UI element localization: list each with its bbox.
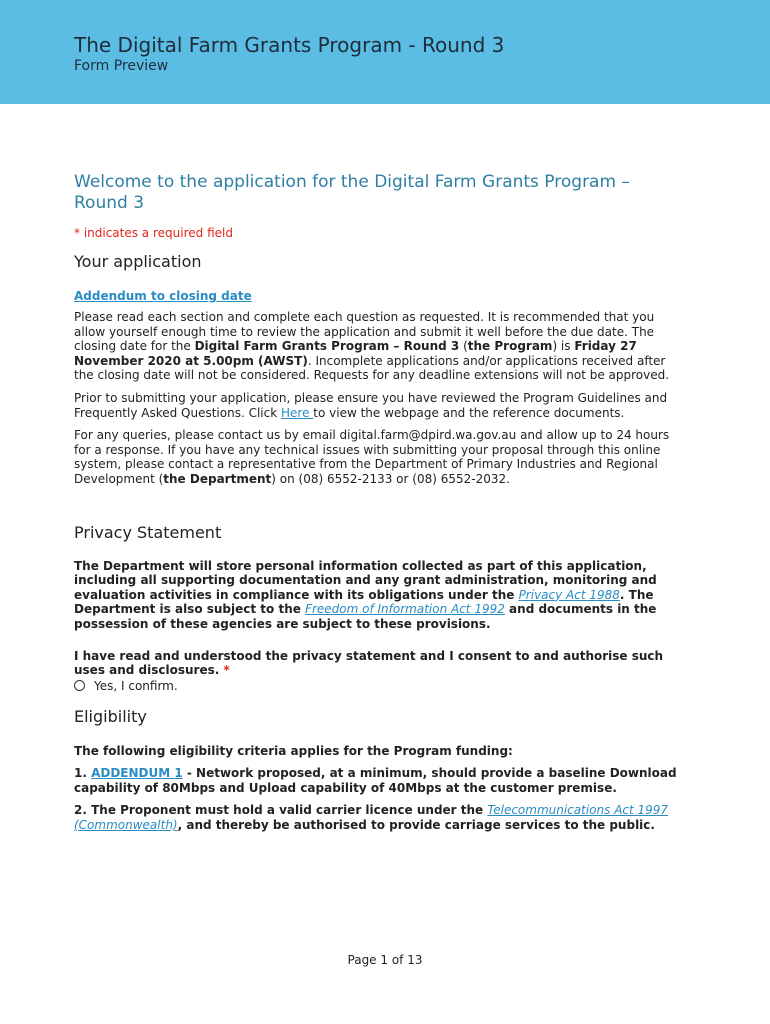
form-subtitle: Form Preview bbox=[74, 58, 169, 74]
eligibility-criterion-1: 1. ADDENDUM 1 - Network proposed, at a minimum, should provide a baseline Download capability of 80Mbps and Upload capability of 40Mbps at the customer premise. bbox=[74, 766, 677, 795]
foi-act-link[interactable]: Freedom of Information Act 1992 bbox=[305, 602, 505, 617]
eligibility-heading: Eligibility bbox=[74, 706, 147, 726]
confirm-option[interactable] bbox=[74, 679, 682, 693]
privacy-statement-heading: Privacy Statement bbox=[74, 522, 222, 542]
contact-paragraph: For any queries, please contact us by email digital.farm@dpird.wa.gov.au and allow up to 24 hours for a response. If you have any technical issues with submitting your proposal through this online system, please contact a representative from the Department of Primary Industries and Regional Development (the Department) on (08) 6552-2133 or (08) 6552-2032. bbox=[74, 428, 670, 486]
eligibility-intro: The following eligibility criteria applies for the Program funding: bbox=[74, 743, 513, 758]
your-application-heading: Your application bbox=[74, 252, 202, 271]
page-number: Page 1 of 13 bbox=[347, 953, 423, 967]
guidelines-paragraph: Prior to submitting your application, please ensure you have reviewed the Program Guidelines and Frequently Asked Questions. Click Here to view the webpage and the reference documents. bbox=[74, 390, 668, 420]
addendum-1-link[interactable]: ADDENDUM 1 bbox=[91, 766, 183, 781]
form-content bbox=[74, 172, 682, 841]
form-title: The Digital Farm Grants Program - Round 3 bbox=[74, 33, 505, 57]
confirm-option-label: Yes, I confirm. bbox=[94, 678, 178, 693]
telecommunications-act-link[interactable]: Telecommunications Act 1997 (Commonwealth) bbox=[74, 803, 669, 833]
privacy-paragraph: The Department will store personal information collected as part of this application, including all supporting documentation and any grant administration, monitoring and evaluation activities in compliance with its obligations under the Privacy Act 1988. The Department is also subject to the Freedom of Information Act 1992 and documents in the possession of these agencies are subject to these provisions. bbox=[74, 558, 657, 631]
confirm-radio[interactable] bbox=[74, 680, 85, 691]
instructions-paragraph: Please read each section and complete each question as requested. It is recommended that you allow yourself enough time to review the application and submit it well before the due date. The closing date for the Digital Farm Grants Program – Round 3 (the Program) is Friday 27 November 2020 at 5.00pm (AWST). Incomplete applications and/or applications received after the closing date will not be considered. Requests for any deadline extensions will not be approved. bbox=[74, 310, 670, 383]
form-header bbox=[0, 0, 770, 104]
required-field-note: * indicates a required field bbox=[74, 226, 233, 240]
here-link[interactable]: Here bbox=[281, 405, 314, 420]
welcome-heading: Welcome to the application for the Digital Farm Grants Program – Round 3 bbox=[74, 172, 630, 213]
required-star: * bbox=[223, 663, 230, 678]
consent-question: I have read and understood the privacy statement and I consent to and authorise such uses and disclosures. * bbox=[74, 648, 664, 678]
privacy-act-link[interactable]: Privacy Act 1988 bbox=[518, 587, 620, 602]
eligibility-criterion-2: 2. The Proponent must hold a valid carrier licence under the Telecommunications Act 1997 (Commonwealth), and thereby be authorised to provide carriage services to the public. bbox=[74, 803, 669, 833]
addendum-closing-date-link[interactable]: Addendum to closing date bbox=[74, 289, 252, 303]
